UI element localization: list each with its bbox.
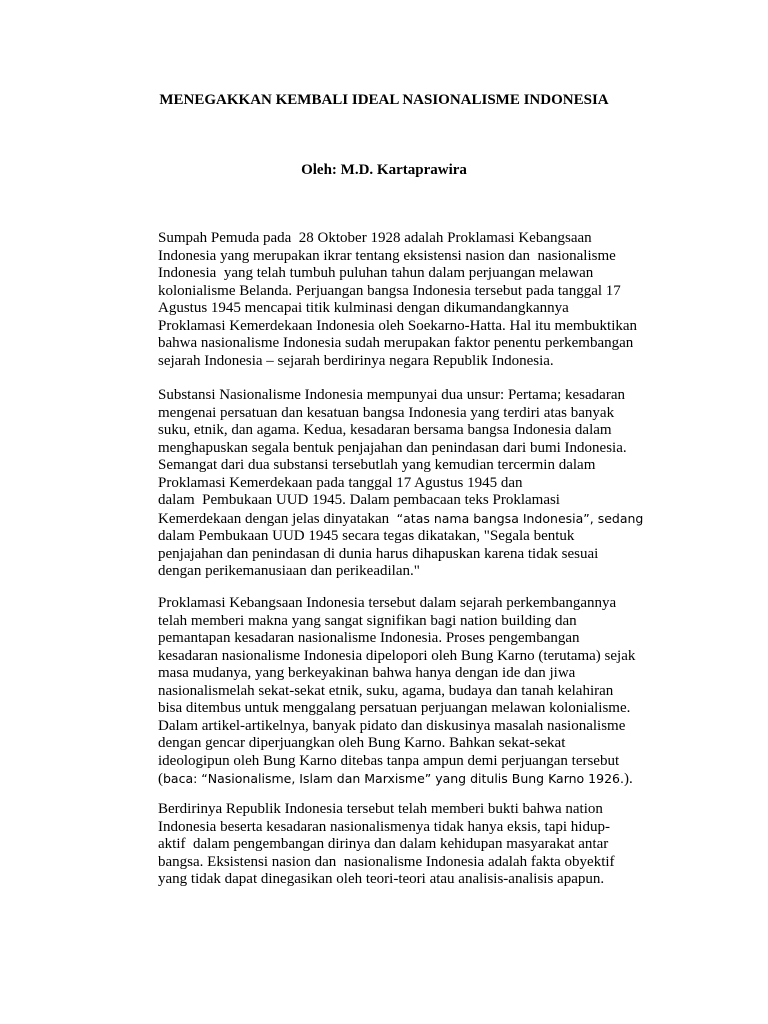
text-line: ideologipun oleh Bung Karno ditebas tanpa ampun demi perjuangan tersebut — [158, 752, 620, 769]
text-line: kolonialisme Belanda. Perjuangan bangsa Indonesia tersebut pada tanggal 17 — [158, 282, 621, 299]
text-line: yang tidak dapat dinegasikan oleh teori-teori atau analisis-analisis apapun. — [158, 871, 605, 887]
text-line: Dalam artikel-artikelnya, banyak pidato dan diskusinya masalah nasionalisme — [158, 717, 626, 734]
paragraph-1 — [158, 230, 638, 370]
text-line: Agustus 1945 mencapai titik kulminasi dengan dikumandangkannya — [158, 300, 569, 316]
text-line: suku, etnik, dan agama. Kedua, kesadaran bersama bangsa Indonesia dalam — [158, 422, 612, 438]
text-line: Proklamasi Kebangsaan Indonesia tersebut dalam sejarah perkembangannya — [158, 595, 617, 611]
text-line: telah memberi makna yang sangat signifikan bagi nation building dan — [158, 612, 577, 629]
text-line: bangsa. Eksistensi nasion dan nasionalisme Indonesia adalah fakta obyektif — [158, 853, 615, 870]
text-line-mixed — [158, 510, 644, 529]
text-line: Substansi Nasionalisme Indonesia mempunyai dua unsur: Pertama; kesadaran — [158, 387, 625, 403]
text-segment: ( — [158, 771, 163, 787]
text-segment: Kemerdekaan dengan jelas dinyatakan — [158, 510, 397, 527]
text-line: Proklamasi Kemerdekaan pada tanggal 17 Agustus 1945 dan — [158, 474, 523, 491]
text-line: kesadaran nasionalisme Indonesia dipelopori oleh Bung Karno (terutama) sejak — [158, 647, 636, 664]
text-line: mengenai persatuan dan kesatuan bangsa Indonesia yang terdiri atas banyak — [158, 404, 615, 421]
text-line: sejarah Indonesia – sejarah berdirinya negara Republik Indonesia. — [158, 352, 554, 369]
text-line: Sumpah Pemuda pada 28 Oktober 1928 adalah Proklamasi Kebangsaan — [158, 230, 592, 246]
text-line: Berdirinya Republik Indonesia tersebut telah memberi bukti bahwa nation — [158, 801, 603, 817]
document-title: MENEGAKKAN KEMBALI IDEAL NASIONALISME INDONESIA — [159, 92, 609, 108]
paragraph-4 — [158, 801, 638, 889]
text-line: masa mudanya, yang berkeyakinan bahwa hanya dengan ide dan jiwa — [158, 665, 576, 681]
document-author: Oleh: M.D. Kartaprawira — [301, 162, 467, 178]
text-line: menghapuskan segala bentuk penjajahan dan penindasan dari bumi Indonesia. — [158, 439, 627, 456]
quoted-text-segment: “atas nama bangsa Indonesia”, sedang — [396, 510, 644, 526]
text-line: Indonesia yang merupakan ikrar tentang eksistensi nasion dan nasionalisme — [158, 247, 616, 264]
text-line: aktif dalam pengembangan dirinya dan dalam kehidupan masyarakat antar — [158, 836, 609, 852]
text-line: dengan perikemanusiaan dan perikeadilan." — [158, 563, 420, 579]
text-line: bahwa nasionalisme Indonesia sudah merupakan faktor penentu perkembangan — [158, 335, 634, 351]
text-line: penjajahan dan penindasan di dunia harus dihapuskan karena tidak sesuai — [158, 545, 599, 562]
citation-text-segment: baca: “Nasionalisme, Islam dan Marxisme” yang ditulis Bung Karno 1926. — [163, 771, 624, 786]
paragraph-2 — [158, 387, 644, 581]
text-segment: ). — [623, 771, 633, 787]
text-line: bisa ditembus untuk menggalang persatuan perjuangan melawan kolonialisme. — [158, 700, 631, 716]
text-line: nasionalismelah sekat-sekat etnik, suku, agama, budaya dan tanah kelahiran — [158, 682, 614, 699]
text-line: Indonesia yang telah tumbuh puluhan tahun dalam perjuangan melawan — [158, 265, 594, 281]
text-line-mixed — [158, 770, 638, 789]
paragraph-3 — [158, 595, 638, 789]
text-line: dengan gencar diperjuangkan oleh Bung Karno. Bahkan sekat-sekat — [158, 735, 566, 751]
text-line: Proklamasi Kemerdekaan Indonesia oleh Soekarno-Hatta. Hal itu membuktikan — [158, 317, 638, 334]
text-line: Semangat dari dua substansi tersebutlah yang kemudian tercermin dalam — [158, 457, 596, 473]
text-line: Indonesia beserta kesadaran nasionalismenya tidak hanya eksis, tapi hidup- — [158, 818, 610, 835]
text-line: dalam Pembukaan UUD 1945. Dalam pembacaan teks Proklamasi — [158, 492, 560, 508]
text-line: dalam Pembukaan UUD 1945 secara tegas dikatakan, "Segala bentuk — [158, 528, 575, 544]
text-line: pemantapan kesadaran nasionalisme Indonesia. Proses pengembangan — [158, 630, 580, 646]
